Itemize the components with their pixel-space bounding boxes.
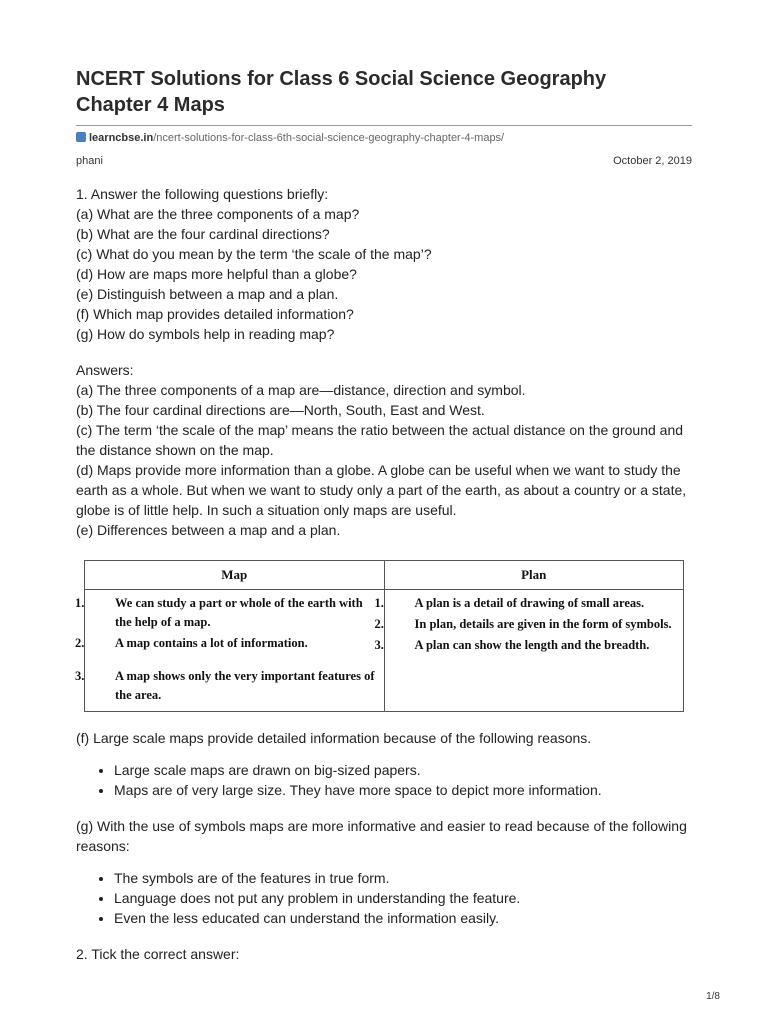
row-number: 3.: [75, 669, 85, 683]
row-number: 2.: [374, 617, 384, 631]
answer-f-list: [76, 760, 692, 800]
row-number: 2.: [75, 636, 85, 650]
map-text: We can study a part or whole of the earth with the help of a map.: [115, 596, 363, 629]
answers-heading: Answers:: [76, 362, 134, 378]
map-text: A map shows only the very important features of the area.: [115, 669, 375, 702]
list-item: • Language does not put any problem in understanding the feature.: [114, 888, 692, 908]
article-body: [76, 184, 692, 964]
page-title: NCERT Solutions for Class 6 Social Science Geography Chapter 4 Maps: [76, 68, 607, 116]
question-2-heading: 2. Tick the correct answer:: [76, 946, 240, 962]
question-item: (e) Distinguish between a map and a plan.: [76, 286, 339, 302]
row-number: 1.: [374, 596, 384, 610]
row-number: 3.: [374, 638, 384, 652]
page-number: 1/8: [706, 991, 720, 1002]
source-host: learncbse.in: [89, 132, 154, 144]
table-cell-map: [75, 590, 385, 712]
question-item: (f) Which map provides detailed information?: [76, 306, 354, 322]
answer-item: (d) Maps provide more information than a globe. A globe can be useful when we want to study the earth as a whole. But when we want to study only a part of the earth, as about a country or a state, globe is of little help. In such a situation only maps are useful.: [76, 462, 687, 518]
table-cell-plan: [374, 590, 684, 712]
question-item: (a) What are the three components of a map?: [76, 206, 360, 222]
answer-f-text: (f) Large scale maps provide detailed information because of the following reasons.: [76, 730, 592, 746]
list-item: • Maps are of very large size. They have more space to depict more information.: [114, 780, 692, 800]
plan-text: A plan can show the length and the breadth.: [414, 638, 650, 652]
plan-text: A plan is a detail of drawing of small areas.: [414, 596, 645, 610]
site-favicon-icon: [76, 132, 86, 142]
source-link[interactable]: [76, 132, 504, 144]
answer-item: (c) The term ‘the scale of the map’ means the ratio between the actual distance on the ground and the distance shown on the map.: [76, 422, 684, 458]
table-header-plan: Plan: [384, 561, 684, 590]
map-plan-table: [75, 560, 684, 712]
map-text: A map contains a lot of information.: [115, 636, 308, 650]
row-number: 1.: [75, 596, 85, 610]
list-item: • Large scale maps are drawn on big-sized papers.: [114, 760, 692, 780]
map-plan-table-wrapper: [75, 560, 684, 712]
question-item: (g) How do symbols help in reading map?: [76, 326, 335, 342]
publish-date: October 2, 2019: [613, 155, 692, 167]
question-item: (c) What do you mean by the term ‘the scale of the map’?: [76, 246, 432, 262]
table-row: [85, 590, 684, 712]
table-header-map: Map: [85, 561, 385, 590]
answer-g-list: [76, 868, 692, 928]
answer-item: (e) Differences between a map and a plan.: [76, 522, 341, 538]
table-header-row: [85, 561, 684, 590]
question-item: (b) What are the four cardinal directions?: [76, 226, 330, 242]
question-heading: 1. Answer the following questions briefly:: [76, 186, 329, 202]
author-name: phani: [76, 155, 103, 167]
list-item: • The symbols are of the features in true form.: [114, 868, 692, 888]
question-item: (d) How are maps more helpful than a globe?: [76, 266, 357, 282]
plan-text: In plan, details are given in the form of symbols.: [414, 617, 672, 631]
list-item: • Even the less educated can understand the information easily.: [114, 908, 692, 928]
title-divider: [76, 125, 692, 126]
source-path: /ncert-solutions-for-class-6th-social-science-geography-chapter-4-maps/: [153, 132, 505, 144]
answer-g-text: (g) With the use of symbols maps are more informative and easier to read because of the following reasons:: [76, 818, 687, 854]
answer-item: (a) The three components of a map are—distance, direction and symbol.: [76, 382, 526, 398]
answer-item: (b) The four cardinal directions are—North, South, East and West.: [76, 402, 485, 418]
